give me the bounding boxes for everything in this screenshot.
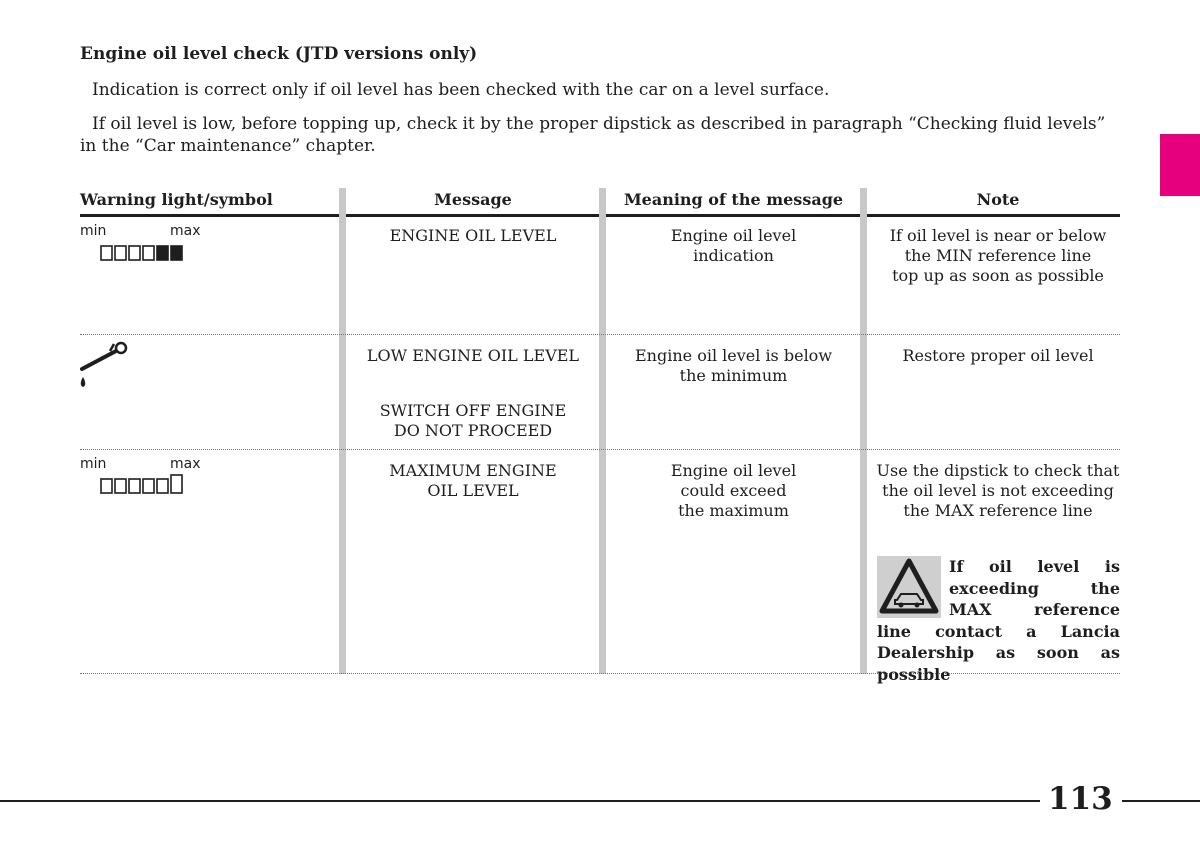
column-divider	[599, 188, 606, 674]
page-number: 113	[1048, 781, 1113, 817]
message-line: SWITCH OFF ENGINE	[379, 401, 567, 420]
gauge-segment-filled	[157, 246, 168, 260]
gauge-segments	[101, 475, 182, 493]
message-cell	[347, 346, 599, 366]
gauge-segment-empty	[157, 479, 168, 493]
note-cell	[868, 346, 1128, 366]
meaning-line: the minimum	[679, 366, 788, 385]
note-cell	[868, 226, 1128, 286]
meaning-line: the maximum	[678, 501, 789, 520]
meaning-line: Engine oil level	[670, 461, 797, 480]
gauge-segment-empty	[115, 246, 126, 260]
min-label: min	[80, 456, 107, 472]
max-label: max	[170, 223, 201, 239]
header-note: Note	[976, 190, 1020, 209]
note-line: the MIN reference line	[904, 246, 1092, 265]
message-line: OIL LEVEL	[427, 481, 519, 500]
paragraph-level-surface: Indication is correct only if oil level has been checked with the car on a level surface.	[92, 80, 830, 100]
row-divider	[80, 334, 1120, 335]
message-line: ENGINE OIL LEVEL	[389, 226, 557, 245]
gauge-segments	[101, 246, 182, 260]
column-divider	[860, 188, 867, 674]
message-cell	[347, 461, 599, 501]
gauge-segment-empty	[115, 479, 126, 493]
header-meaning: Meaning of the message	[623, 190, 844, 209]
meaning-line: Engine oil level	[670, 226, 797, 245]
footer-rule-right	[1122, 800, 1200, 802]
gauge-segment-empty	[143, 479, 154, 493]
gauge-segment-empty	[129, 479, 140, 493]
message-extra-cell	[347, 401, 599, 441]
note-line: the oil level is not exceeding	[882, 481, 1114, 500]
gauge-segment-empty	[129, 246, 140, 260]
meaning-cell	[607, 226, 860, 266]
chapter-thumb-tab	[1160, 134, 1200, 196]
gauge-segment-empty	[171, 475, 182, 493]
gauge-scale-labels	[80, 456, 206, 472]
warning-note: If oil level is exceeding the MAX reference line contact a Lancia Dealership as soon as possible	[877, 557, 1120, 684]
header-message: Message	[434, 190, 512, 209]
max-label: max	[170, 456, 201, 472]
meaning-line: Engine oil level is below	[634, 346, 833, 365]
gauge-segment-filled	[171, 246, 182, 260]
note-line: If oil level is near or below	[889, 226, 1107, 245]
message-line: MAXIMUM ENGINE	[389, 461, 557, 480]
note-line: top up as soon as possible	[892, 266, 1104, 285]
note-cell	[868, 461, 1128, 521]
message-line: LOW ENGINE OIL LEVEL	[366, 346, 580, 365]
oil-level-gauge-icon	[100, 474, 184, 496]
min-label: min	[80, 223, 107, 239]
meaning-cell	[607, 346, 860, 386]
note-line: Use the dipstick to check that	[876, 461, 1120, 480]
meaning-line: could exceed	[680, 481, 787, 500]
row-divider	[80, 449, 1120, 450]
footer-rule-left	[0, 800, 1040, 802]
gauge-segment-empty	[101, 479, 112, 493]
header-warning-light: Warning light/symbol	[80, 190, 273, 209]
gauge-scale-labels	[80, 223, 206, 239]
meaning-line: indication	[693, 246, 774, 265]
gauge-segment-empty	[143, 246, 154, 260]
oil-can-icon	[76, 340, 132, 392]
note-line: the MAX reference line	[903, 501, 1093, 520]
gauge-segment-empty	[101, 246, 112, 260]
meaning-cell	[607, 461, 860, 521]
column-divider	[339, 188, 346, 674]
paragraph-topping-up: If oil level is low, before topping up, check it by the proper dipstick as described in paragraph “Checking fluid levels” in the “Car maintenance” chapter.	[80, 114, 1106, 156]
message-cell	[347, 226, 599, 246]
oil-level-gauge-icon	[100, 241, 184, 261]
section-title: Engine oil level check (JTD versions only)	[80, 44, 478, 64]
message-line: DO NOT PROCEED	[393, 421, 553, 440]
note-line: Restore proper oil level	[902, 346, 1094, 365]
